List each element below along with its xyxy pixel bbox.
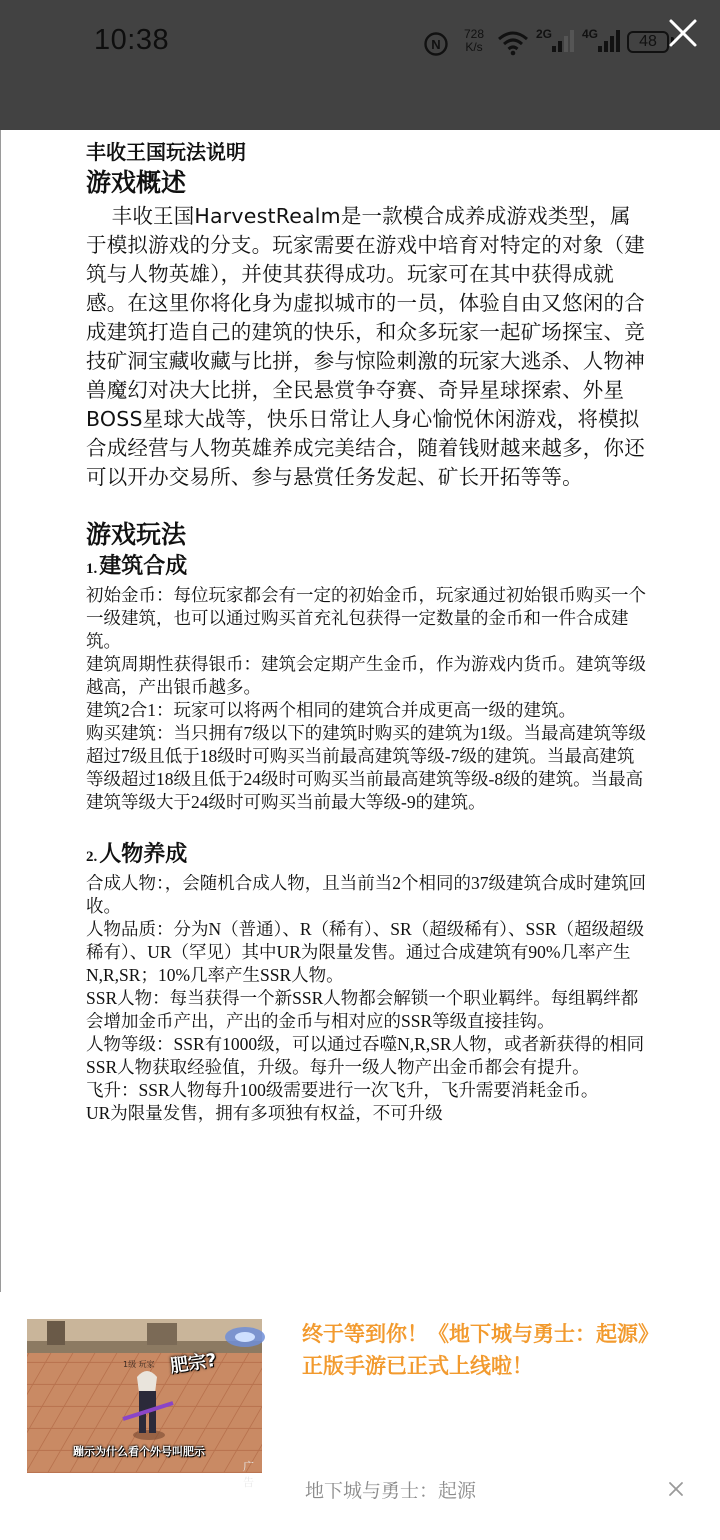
document-content	[86, 138, 646, 1125]
close-icon[interactable]	[664, 14, 702, 52]
status-bar	[0, 0, 720, 130]
section-paragraph: 建筑2合1：玩家可以将两个相同的建筑合并成更高一级的建筑。	[86, 700, 576, 720]
ad-source: 地下城与勇士：起源	[305, 1480, 477, 1502]
signal-icon	[582, 26, 622, 56]
svg-text:N: N	[431, 37, 441, 52]
net-speed-unit: K/s	[465, 40, 483, 54]
svg-text:1级 玩家: 1级 玩家	[123, 1360, 155, 1369]
ad-title[interactable]: 终于等到你！《地下城与勇士：起源》正版手游已正式上线啦！	[302, 1322, 659, 1378]
ad-banner[interactable]	[0, 1292, 720, 1540]
section-paragraph: 购买建筑：当只拥有7级以下的建筑时购买的建筑为1级。当最高建筑等级超过7级且低于18级时可购买当前最高建筑等级-7级的建筑。当最高建筑等级超过18级且低于24级时可购买当前最高建筑等级-8级的建筑。当最高建筑等级大于24级时可购买当前最大等级-9的建筑。	[86, 723, 646, 812]
net-speed	[458, 28, 490, 54]
document-title: 丰收王国玩法说明	[86, 140, 246, 164]
section-title: 人物养成	[99, 842, 188, 867]
overview-text: 丰收王国HarvestRealm是一款模合成养成游戏类型，属于模拟游戏的分支。玩家需要在游戏中培育对特定的对象（建筑与人物英雄），并使其获得成功。玩家可在其中获得成就感。在这里你将化身为虚拟城市的一员，体验自由又悠闲的合成建筑打造自己的建筑的快乐，和众多玩家一起矿场探宝、竞技矿洞宝藏收藏与比拼，参与惊险刺激的玩家大逃杀、人物神兽魔幻对决大比拼，全民悬赏争夺赛、奇异星球探索、外星BOSS星球大战等，快乐日常让人身心愉悦休闲游戏，将模拟合成经营与人物英雄养成完美结合，随着钱财越来越多，你还可以开办交易所、参与悬赏任务发起、矿长开拓等等。	[86, 204, 645, 489]
section-paragraph: UR为限量发售，拥有多项独有权益，不可升级	[86, 1103, 443, 1123]
ad-image[interactable]	[27, 1319, 262, 1489]
ad-image-bubble: 肥宗?	[168, 1349, 218, 1378]
section-paragraph: SSR人物：每当获得一个新SSR人物都会解锁一个职业羁绊。每组羁绊都会增加金币产出，产出的金币与相对应的SSR等级直接挂钩。	[86, 988, 639, 1031]
wifi-icon	[497, 30, 529, 56]
document-edge	[0, 130, 1, 1292]
document-viewer[interactable]	[0, 130, 720, 1292]
section-heading	[86, 552, 646, 584]
battery-icon: 48	[627, 31, 669, 53]
overview-heading: 游戏概述	[86, 168, 187, 197]
section-title: 建筑合成	[99, 554, 188, 579]
section-number: 1.	[86, 561, 98, 577]
network-label-2: 4G	[582, 27, 599, 41]
section-paragraph: 人物等级：SSR有1000级，可以通过吞噬N,R,SR人物，或者新获得的相同SSR人物获取经验值，升级。每升一级人物产出金币都会有提升。	[86, 1034, 645, 1077]
section-paragraph: 建筑周期性获得银币：建筑会定期产生金币，作为游戏内货币。建筑等级越高，产出银币越多。	[86, 654, 646, 697]
section-number: 2.	[86, 849, 98, 865]
network-label-1: 2G	[536, 27, 553, 41]
section-heading	[86, 840, 646, 872]
section-paragraph: 飞升：SSR人物每升100级需要进行一次飞升，飞升需要消耗金币。	[86, 1080, 599, 1100]
section-paragraph: 初始金币：每位玩家都会有一定的初始金币，玩家通过初始银币购买一个一级建筑，也可以通过购买首充礼包获得一定数量的金币和一件合成建筑。	[86, 585, 646, 651]
gameplay-heading: 游戏玩法	[86, 520, 187, 549]
net-speed-value: 728	[463, 27, 485, 41]
no-notify-icon	[423, 31, 449, 57]
ad-close-icon[interactable]	[667, 1480, 685, 1498]
ad-tag: 广告	[243, 1460, 254, 1489]
ad-image-caption: 蹦示为什么看个外号叫肥示	[73, 1445, 205, 1458]
section-paragraph: 人物品质：分为N（普通）、R（稀有）、SR（超级稀有）、SSR（超级超级稀有）、UR（罕见）其中UR为限量发售。通过合成建筑有90%几率产生N,R,SR；10%几率产生SSR人物。	[86, 919, 645, 985]
status-time: 10:38	[94, 24, 170, 56]
section-paragraph: 合成人物：，会随机合成人物，且当前当2个相同的37级建筑合成时建筑回收。	[86, 873, 646, 916]
signal-icon	[536, 26, 576, 56]
